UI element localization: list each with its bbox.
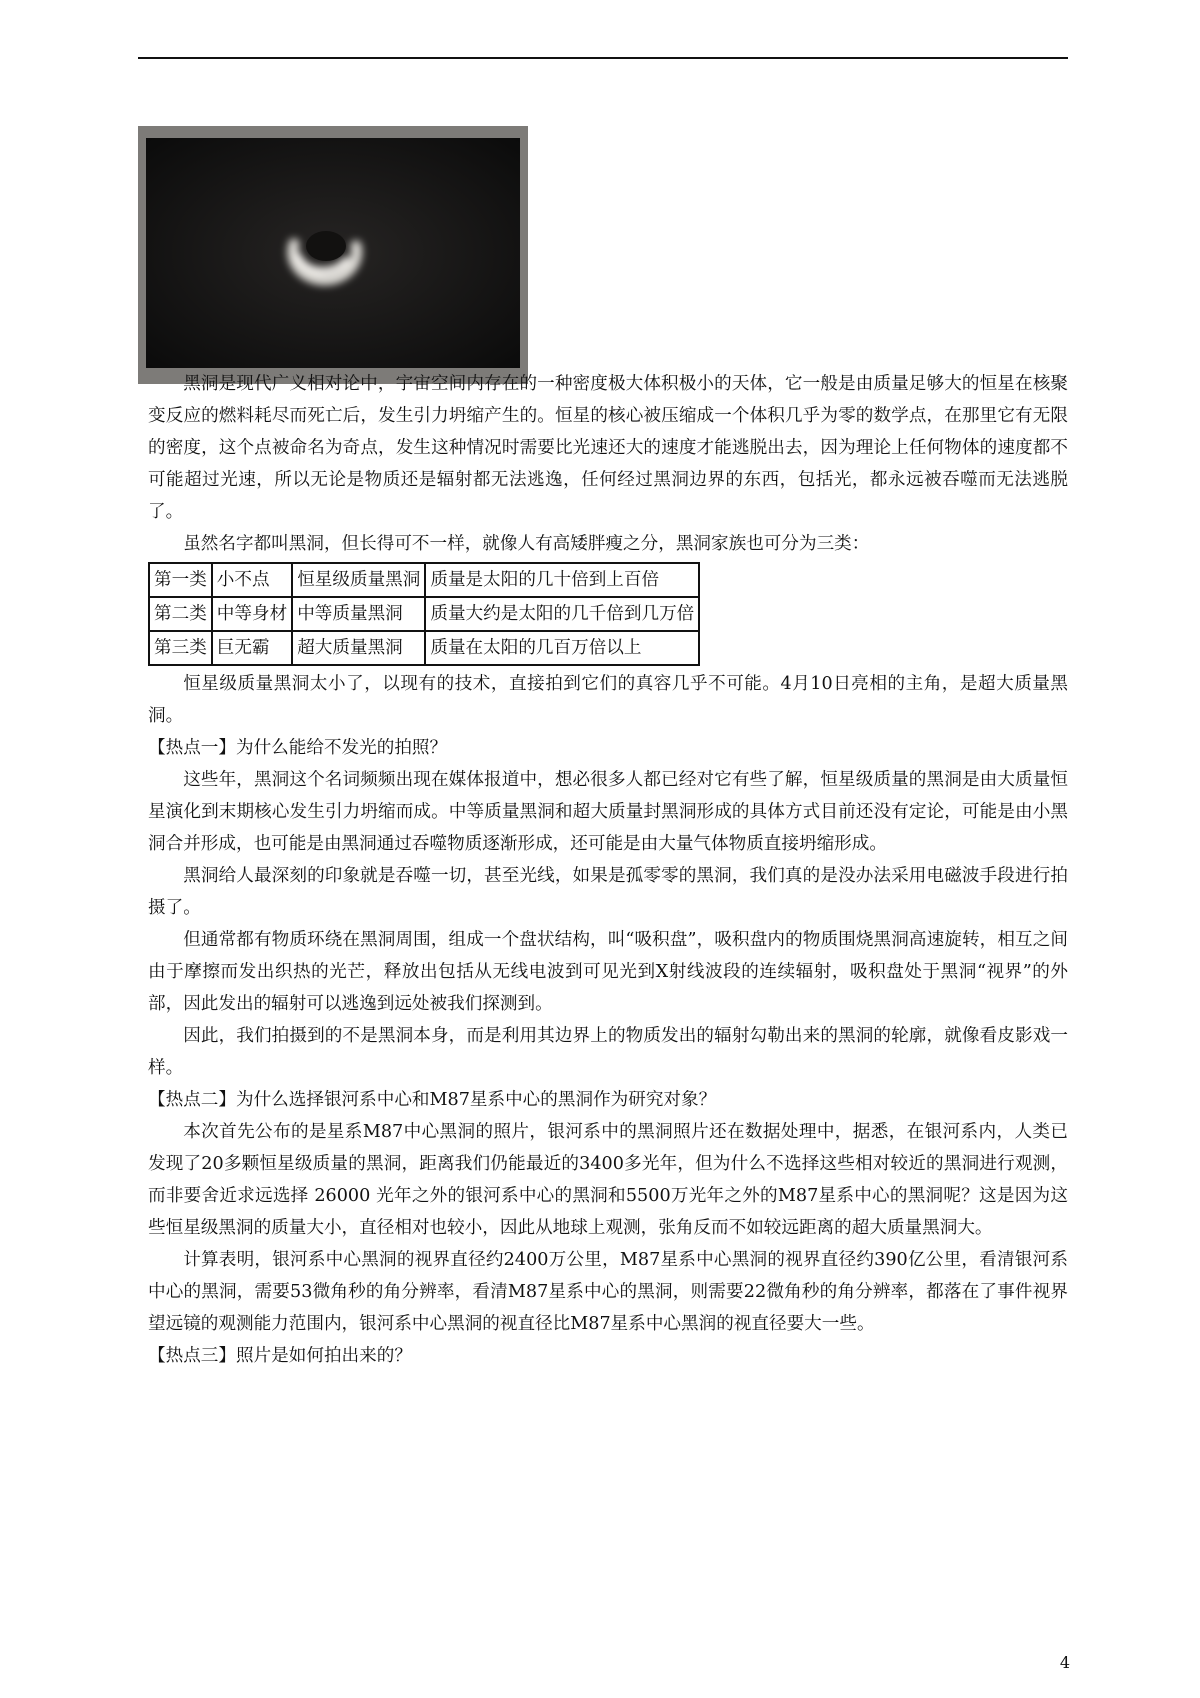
- table-cell: 第二类: [149, 597, 212, 631]
- table-cell: 第一类: [149, 563, 212, 597]
- table-cell: 小不点: [212, 563, 292, 597]
- paragraph-intro: 黑洞是现代广义相对论中，宇宙空间内存在的一种密度极大体积极小的天体，它一般是由质量足够大的恒星在核聚变反应的燃料耗尽而死亡后，发生引力坍缩产生的。恒星的核心被压缩成一个体积几乎为零的数学点，在那里它有无限的密度，这个点被命名为奇点，发生这种情况时需要比光速还大的速度才能逃脱出去，因为理论上任何物体的速度都不可能超过光速，所以无论是物质还是辐射都无法逃逸，任何经过黑洞边界的东西，包括光，都永远被吞噬而无法逃脱了。: [148, 374, 1068, 522]
- black-hole-classes-table: [148, 562, 700, 666]
- table-cell: 质量在太阳的几百万倍以上: [425, 631, 699, 665]
- paragraph-silhouette: 因此，我们拍摄到的不是黑洞本身，而是利用其边界上的物质发出的辐射勾勒出来的黑洞的轮廓，就像看皮影戏一样。: [148, 1026, 1068, 1078]
- paragraph-supermassive: 恒星级质量黑洞太小了，以现有的技术，直接拍到它们的真容几乎不可能。4月10日亮相的主角，是超大质量黑洞。: [148, 674, 1068, 726]
- paragraph-calculation: 计算表明，银河系中心黑洞的视界直径约2400万公里，M87星系中心黑洞的视界直径约390亿公里，看清银河系中心的黑洞，需要53微角秒的角分辨率，看清M87星系中心的黑洞，则需要22微角秒的角分辨率，都落在了事件视界望远镜的观测能力范围内，银河系中心黑洞的视直径比M87星系中心黑润的视直径要大一些。: [148, 1250, 1068, 1334]
- section-heading-1: 【热点一】为什么能给不发光的拍照？: [148, 738, 448, 758]
- paragraph-m87: 本次首先公布的是星系M87中心黑洞的照片，银河系中的黑洞照片还在数据处理中，据悉，在银河系内，人类已发现了20多颗恒星级质量的黑洞，距离我们仍能最近的3400多光年，但为什么不选择这些相对较近的黑洞进行观测，而非要舍近求远选择 26000 光年之外的银河系中心的黑洞和5500万光年之外的M87星系中心的黑洞呢？这是因为这些恒星级黑洞的质量大小，直径相对也较小，因此从地球上观测，张角反而不如较远距离的超大质量黑洞大。: [148, 1122, 1068, 1238]
- paragraph-accretion-disk: 但通常都有物质环绕在黑洞周围，组成一个盘状结构，叫“吸积盘”，吸积盘内的物质围烧黑洞高速旋转，相互之间由于摩擦而发出织热的光芒，释放出包括从无线电波到可见光到X射线波段的连续辐射，吸积盘处于黑洞“视界”的外部，因此发出的辐射可以逃逸到远处被我们探测到。: [148, 930, 1068, 1014]
- table-cell: 恒星级质量黑洞: [292, 563, 425, 597]
- black-hole-image: [146, 138, 520, 368]
- table-cell: 质量是太阳的几十倍到上百倍: [425, 563, 699, 597]
- article-body: [148, 368, 1068, 1372]
- black-hole-photo: [138, 126, 528, 384]
- paragraph-classes-intro: 虽然名字都叫黑洞，但长得可不一样，就像人有高矮胖瘦之分，黑洞家族也可分为三类：: [183, 534, 870, 554]
- table-cell: 巨无霸: [212, 631, 292, 665]
- paragraph-formation: 这些年，黑洞这个名词频频出现在媒体报道中，想必很多人都已经对它有些了解，恒星级质量的黑洞是由大质量恒星演化到末期核心发生引力坍缩而成。中等质量黑洞和超大质量封黑洞形成的具体方式目前还没有定论，可能是由小黑洞合并形成，也可能是由黑洞通过吞噬物质逐渐形成，还可能是由大量气体物质直接坍缩形成。: [148, 770, 1068, 854]
- paragraph-impression: 黑洞给人最深刻的印象就是吞噬一切，甚至光线，如果是孤零零的黑洞，我们真的是没办法采用电磁波手段进行拍摄了。: [148, 866, 1068, 918]
- table-row: [149, 597, 699, 631]
- table-cell: 超大质量黑洞: [292, 631, 425, 665]
- table-row: [149, 631, 699, 665]
- section-heading-3: 【热点三】照片是如何拍出来的？: [148, 1346, 412, 1366]
- table-row: [149, 563, 699, 597]
- table-cell: 质量大约是太阳的几千倍到几万倍: [425, 597, 699, 631]
- table-cell: 中等身材: [212, 597, 292, 631]
- table-cell: 第三类: [149, 631, 212, 665]
- table-cell: 中等质量黑洞: [292, 597, 425, 631]
- header-rule: [138, 57, 1068, 59]
- section-heading-2: 【热点二】为什么选择银河系中心和M87星系中心的黑洞作为研究对象？: [148, 1090, 717, 1110]
- page-number: 4: [1059, 1653, 1070, 1672]
